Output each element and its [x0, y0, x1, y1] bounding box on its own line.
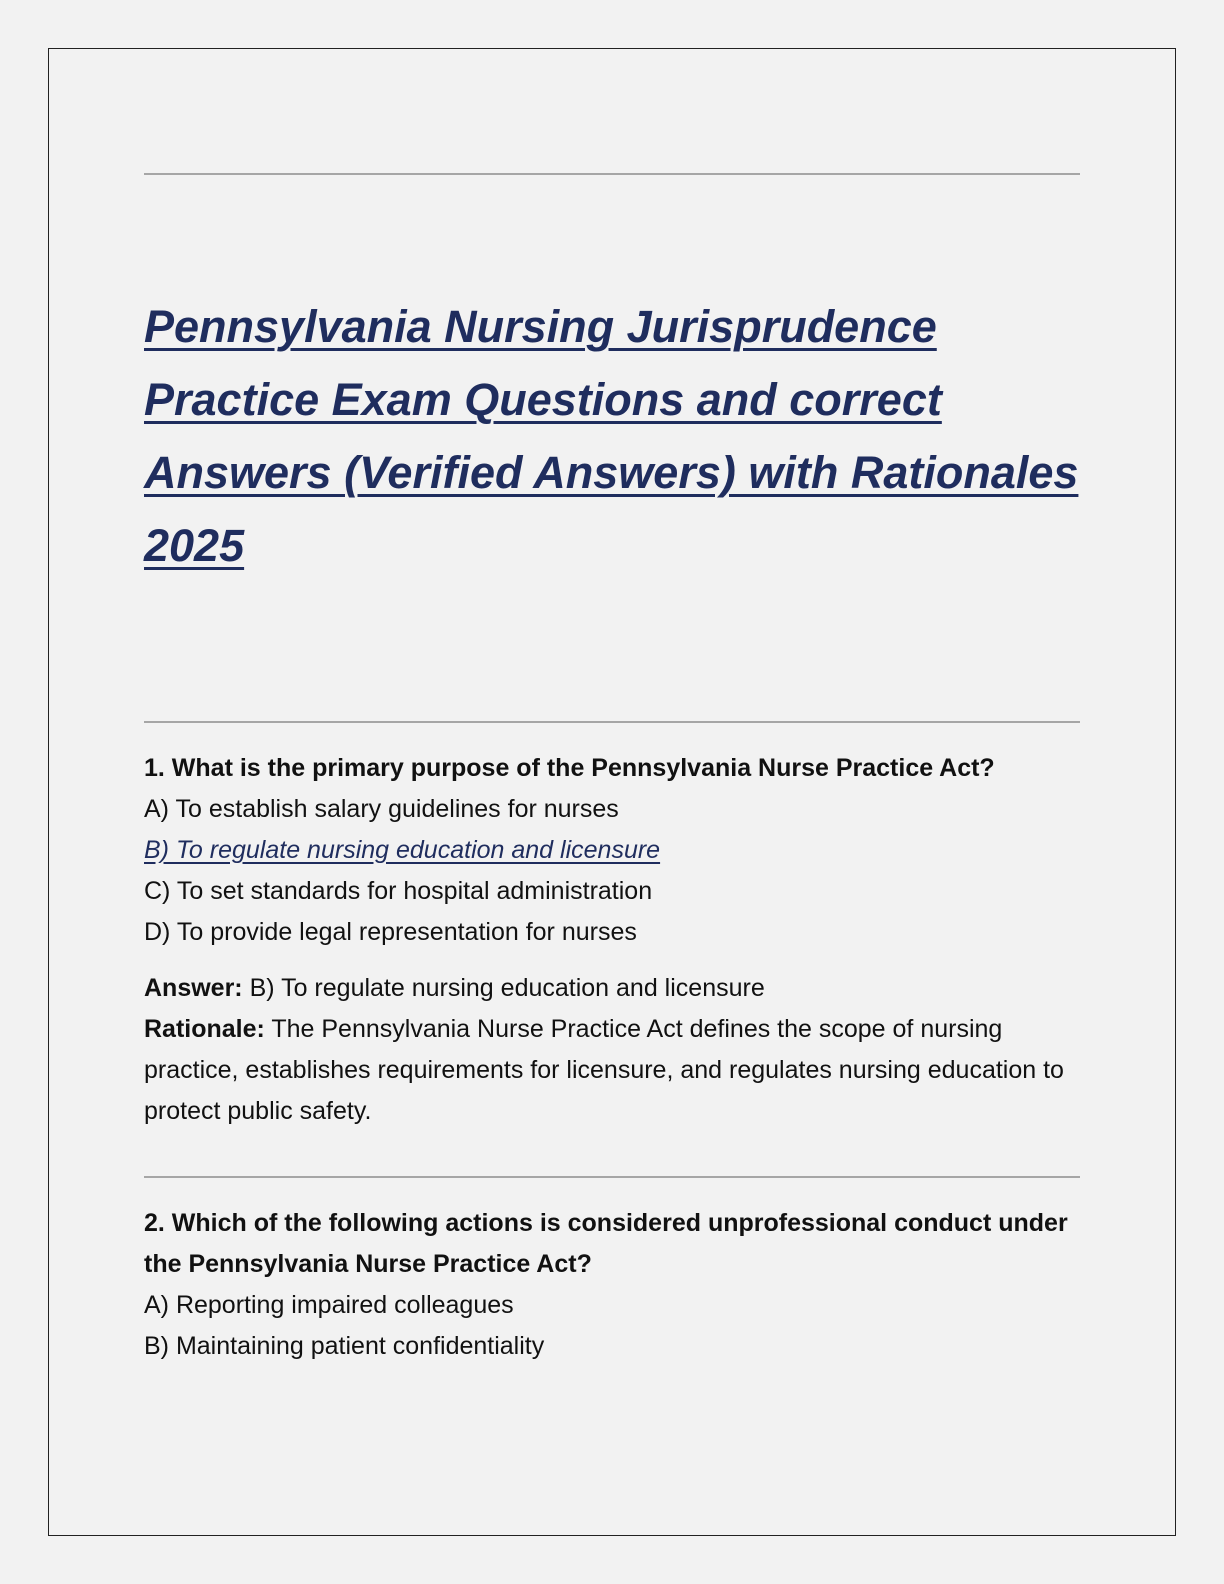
- question-1: [144, 748, 1084, 1132]
- question-1-answer-block: [144, 968, 1084, 1132]
- divider-before-q2: [144, 1176, 1080, 1178]
- divider-before-q1: [144, 721, 1080, 723]
- question-1-answer: [144, 968, 1084, 1009]
- question-1-text: 1. What is the primary purpose of the Pennsylvania Nurse Practice Act?: [144, 754, 995, 782]
- answer-text: B) To regulate nursing education and licensure: [242, 974, 765, 1002]
- question-2: [144, 1203, 1084, 1367]
- question-1-rationale: [144, 1009, 1084, 1132]
- answer-label: Answer:: [144, 974, 243, 1002]
- question-2-option-a: A) Reporting impaired colleagues: [144, 1291, 514, 1319]
- rationale-label: Rationale:: [144, 1015, 265, 1043]
- rationale-text: The Pennsylvania Nurse Practice Act defines the scope of nursing practice, establishes requirements for licensure, and regulates nursing education to protect public safety.: [144, 1015, 1064, 1125]
- question-1-option-a: A) To establish salary guidelines for nurses: [144, 795, 619, 823]
- divider-top: [144, 173, 1080, 175]
- question-2-option-b: B) Maintaining patient confidentiality: [144, 1332, 545, 1360]
- document-title: Pennsylvania Nursing Jurisprudence Practice Exam Questions and correct Answers (Verified Answers) with Rationales 2025: [144, 301, 1079, 571]
- question-1-option-b-correct: B) To regulate nursing education and licensure: [144, 836, 661, 864]
- question-1-option-d: D) To provide legal representation for nurses: [144, 918, 637, 946]
- question-2-text: 2. Which of the following actions is considered unprofessional conduct under the Pennsylvania Nurse Practice Act?: [144, 1209, 1068, 1278]
- question-1-option-c: C) To set standards for hospital administration: [144, 877, 653, 905]
